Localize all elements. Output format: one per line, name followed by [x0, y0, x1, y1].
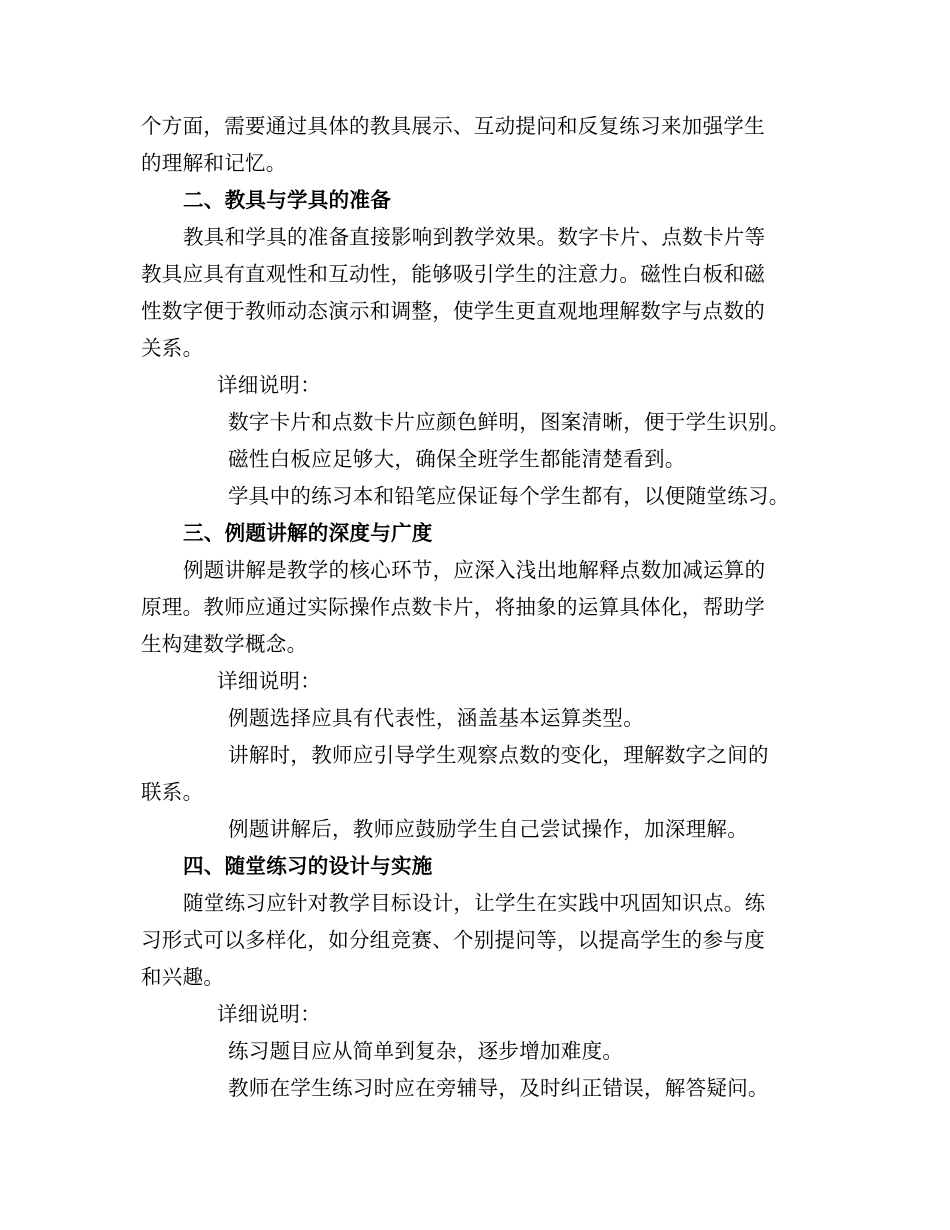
section2-para-line-2: 教具应具有直观性和互动性，能够吸引学生的注意力。磁性白板和磁 [141, 262, 765, 286]
section4-detail-1: 练习题目应从简单到复杂，逐步增加难度。 [228, 1039, 624, 1063]
section2-para-line-3: 性数字便于教师动态演示和调整，使学生更直观地理解数字与点数的 [141, 299, 765, 323]
section3-para-line-1: 例题讲解是教学的核心环节，应深入浅出地解释点数加减运算的 [183, 558, 766, 582]
section4-para-line-3: 和兴趣。 [141, 965, 225, 989]
section2-para-line-4: 关系。 [141, 336, 204, 360]
section3-detail-2: 讲解时，教师应引导学生观察点数的变化，理解数字之间的 [228, 743, 769, 767]
section2-para-line-1: 教具和学具的准备直接影响到教学效果。数字卡片、点数卡片等 [183, 225, 766, 249]
section3-detail-3: 例题讲解后，教师应鼓励学生自己尝试操作，加深理解。 [228, 817, 748, 841]
section2-detail-3: 学具中的练习本和铅笔应保证每个学生都有，以便随堂练习。 [228, 484, 790, 508]
section3-para-line-2: 原理。教师应通过实际操作点数卡片，将抽象的运算具体化，帮助学 [141, 595, 765, 619]
section2-detail-2: 磁性白板应足够大，确保全班学生都能清楚看到。 [228, 447, 686, 471]
section2-detail-1: 数字卡片和点数卡片应颜色鲜明，图案清晰，便于学生识别。 [228, 410, 790, 434]
section-heading-2: 二、教具与学具的准备 [183, 188, 391, 212]
intro-line-2: 的理解和记忆。 [141, 151, 287, 175]
section4-detail-2: 教师在学生练习时应在旁辅导，及时纠正错误，解答疑问。 [228, 1076, 769, 1100]
section2-detail-label: 详细说明： [217, 373, 321, 397]
section3-detail-2-cont: 联系。 [141, 780, 204, 804]
section-heading-3: 三、例题讲解的深度与广度 [183, 521, 433, 545]
intro-line-1: 个方面，需要通过具体的教具展示、互动提问和反复练习来加强学生 [141, 114, 765, 138]
section4-para-line-1: 随堂练习应针对教学目标设计，让学生在实践中巩固知识点。练 [183, 891, 766, 915]
section-heading-4: 四、随堂练习的设计与实施 [183, 854, 433, 878]
section4-detail-label: 详细说明： [217, 1002, 321, 1026]
section3-para-line-3: 生构建数学概念。 [141, 632, 308, 656]
section3-detail-label: 详细说明： [217, 669, 321, 693]
section4-para-line-2: 习形式可以多样化，如分组竞赛、个别提问等，以提高学生的参与度 [141, 928, 765, 952]
section3-detail-1: 例题选择应具有代表性，涵盖基本运算类型。 [228, 706, 644, 730]
